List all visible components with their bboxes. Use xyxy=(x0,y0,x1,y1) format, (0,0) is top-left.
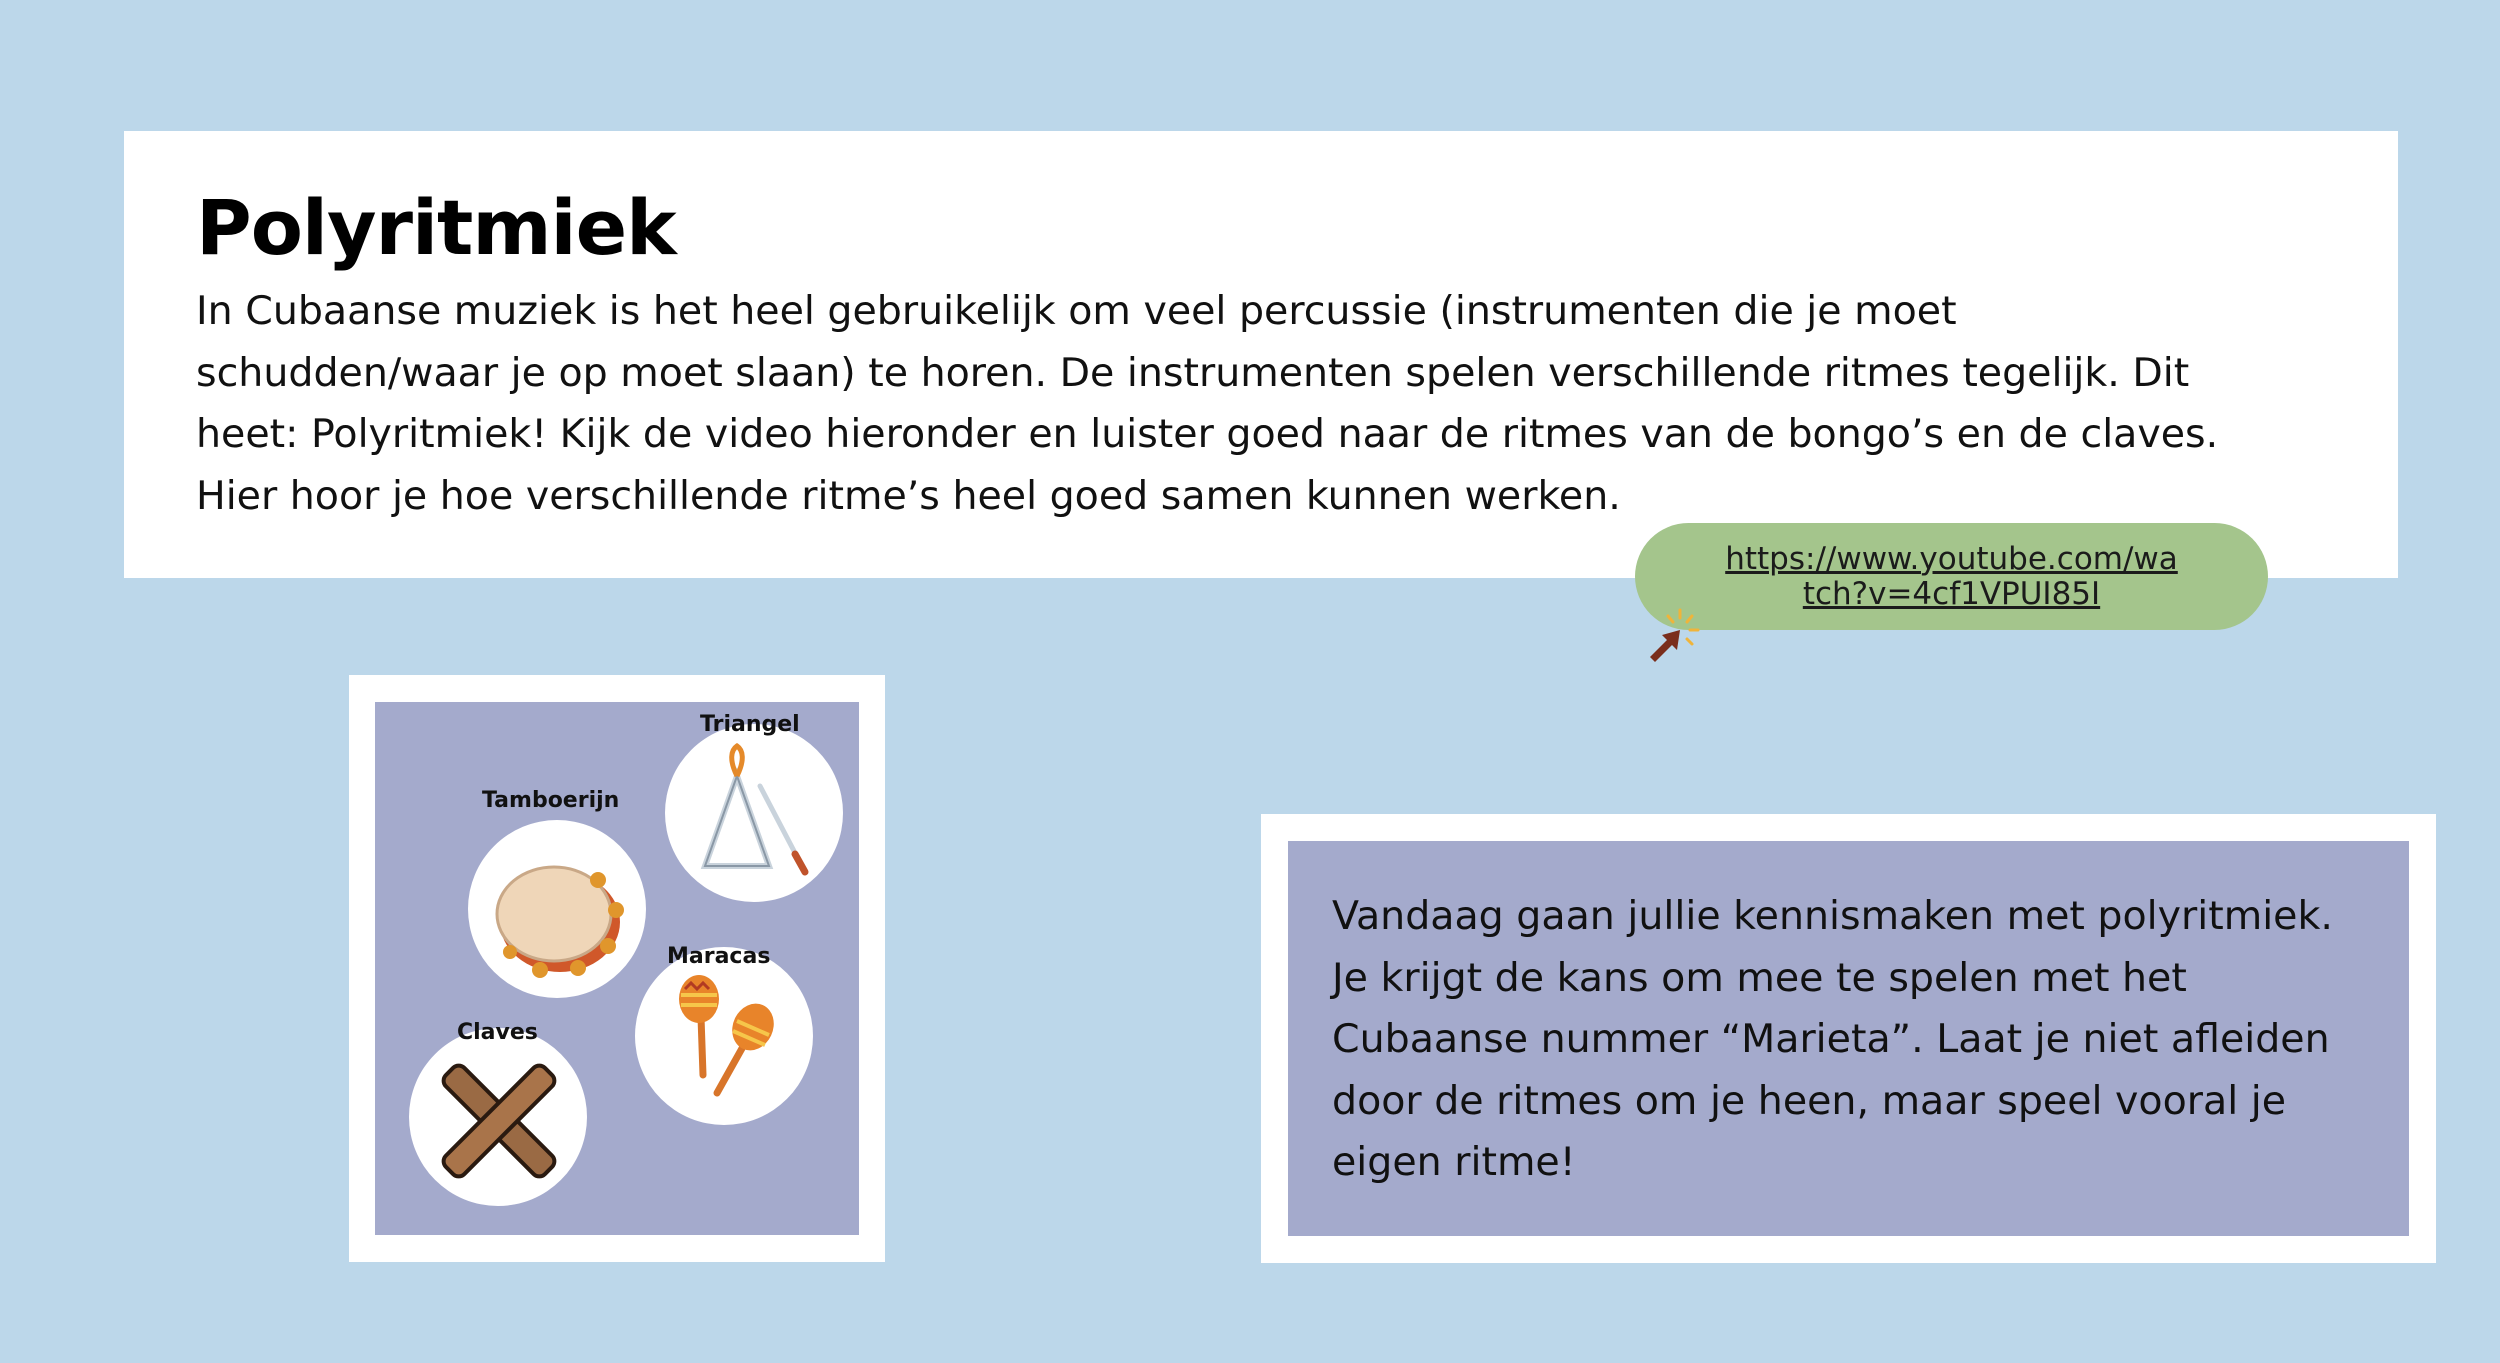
maracas-icon xyxy=(635,947,813,1125)
claves-circle xyxy=(409,1028,587,1206)
intro-paragraph: In Cubaanse muziek is het heel gebruikelijk om veel percussie (instrumenten die je moet schudden/waar je op moet slaan) te horen. De instrumenten spelen verschillende ritmes tegelijk. Dit heet: Polyritmiek! Kijk de video hieronder en luister goed naar de ritmes van de bongo’s en de claves. Hier hoor je hoe verschillende ritme’s heel goed samen kunnen werken. xyxy=(196,288,2219,519)
message-text: Vandaag gaan jullie kennismaken met polyritmiek. Je krijgt de kans om mee te spelen met het Cubaanse nummer “Marieta”. Laat je niet afleiden door de ritmes om je heen, maar speel vooral je eigen ritme! xyxy=(1332,893,2333,1185)
claves-icon xyxy=(409,1028,587,1206)
tamboerijn-circle xyxy=(468,820,646,998)
maracas-circle xyxy=(635,947,813,1125)
intro-card xyxy=(124,131,2398,578)
tambourine-icon xyxy=(468,820,646,998)
page-title: Polyritmiek xyxy=(196,183,676,272)
video-link[interactable]: https://www.youtube.com/wa tch?v=4cf1VPUI85I xyxy=(1725,540,2178,612)
click-cursor-icon xyxy=(1642,604,1706,668)
instruments-panel xyxy=(375,702,859,1235)
claves-label: Claves xyxy=(457,1020,538,1045)
message-panel xyxy=(1288,841,2409,1236)
instruments-card xyxy=(349,675,885,1262)
triangel-label: Triangel xyxy=(700,712,800,737)
triangle-instrument-icon xyxy=(665,724,843,902)
triangel-circle xyxy=(665,724,843,902)
video-link-button[interactable] xyxy=(1635,523,2268,630)
maracas-label: Maracas xyxy=(667,944,771,969)
message-card xyxy=(1261,814,2436,1263)
tamboerijn-label: Tamboerijn xyxy=(482,788,620,813)
